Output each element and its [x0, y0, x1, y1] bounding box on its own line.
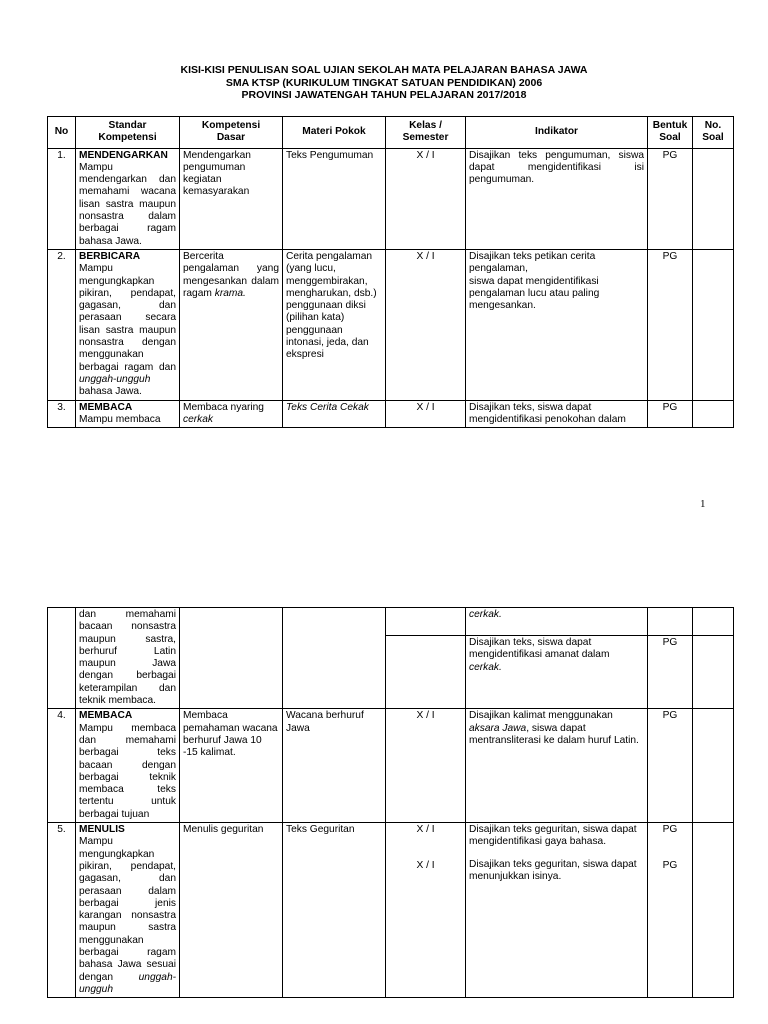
cell-standar-kompetensi	[76, 709, 180, 823]
cell-no	[48, 608, 76, 709]
cell-kompetensi-dasar	[180, 249, 283, 400]
indikator-text: Disajikan teks geguritan, siswa dapat menunjukkan isinya.	[469, 858, 637, 882]
cell-indikator	[466, 636, 648, 709]
col-header-indikator: Indikator	[466, 117, 648, 149]
cell-bentuk-soal: PG	[648, 400, 693, 428]
col-header-kompetensi-dasar: Kompetensi Dasar	[180, 117, 283, 149]
cell-no-soal	[693, 636, 734, 709]
page-number: 1	[700, 498, 706, 510]
sk-text	[79, 836, 176, 996]
sk-text-part: Mampu mengungkapkan pikiran, pendapat, gagasan, dan perasaan dalam berbagai jenis karangan nonsastra maupun sastra menggunakan berbagai ragam bahasa Jawa sesuai dengan	[79, 836, 176, 983]
indikator-text-italic: cerkak.	[469, 661, 502, 673]
indikator-text: Disajikan teks, siswa dapat mengidentifikasi amanat dalam	[469, 637, 610, 661]
cell-kelas-semester: X / I	[386, 148, 466, 249]
table-row	[48, 823, 734, 998]
cell-bentuk-soal: PG	[648, 148, 693, 249]
cell-indikator	[466, 709, 648, 823]
sk-text-italic: unggah-ungguh	[79, 971, 176, 995]
col-header-materi-pokok: Materi Pokok	[283, 117, 386, 149]
cell-kelas-semester: X / I	[386, 249, 466, 400]
cell-materi-pokok: Wacana berhuruf Jawa	[283, 709, 386, 823]
kisi-kisi-table-continued	[47, 607, 734, 998]
cell-kelas-semester	[386, 636, 466, 709]
sk-text: Mampu membaca	[79, 413, 161, 425]
sk-text: Mampu membaca dan memahami berbagai teks bacaan dengan berbagai teknik membaca teks tertentu untuk berbagai tujuan	[79, 722, 176, 820]
cell-kelas-semester	[386, 823, 466, 998]
cell-no-soal	[693, 823, 734, 998]
table-row	[48, 400, 734, 428]
cell-kompetensi-dasar	[180, 400, 283, 428]
cell-kompetensi-dasar: Mendengarkan pengumuman kegiatan kemasyarakan	[180, 148, 283, 249]
cell-no-soal	[693, 608, 734, 636]
cell-indikator: cerkak.	[466, 608, 648, 636]
table-row	[48, 148, 734, 249]
bentuk-value: PG	[662, 860, 678, 872]
cell-bentuk-soal: PG	[648, 249, 693, 400]
col-header-no: No	[48, 117, 76, 149]
title-line-2: SMA KTSP (KURIKULUM TINGKAT SATUAN PENDIDIKAN) 2006	[225, 76, 543, 89]
cell-standar-kompetensi	[76, 400, 180, 428]
cell-indikator: Disajikan teks, siswa dapat mengidentifikasi penokohan dalam	[466, 400, 648, 428]
cell-standar-kompetensi: dan memahami bacaan nonsastra maupun sastra, berhuruf Latin maupun Jawa dengan berbagai keterampilan dan teknik membaca.	[76, 608, 180, 709]
sk-title: MEMBACA	[79, 401, 133, 413]
cell-standar-kompetensi	[76, 823, 180, 998]
cell-no-soal	[693, 400, 734, 428]
sk-title: MENULIS	[79, 824, 125, 836]
cell-indikator	[466, 823, 648, 998]
kelas-value: X / I	[416, 860, 435, 872]
sk-text	[79, 263, 176, 398]
sk-title: BERBICARA	[79, 250, 141, 262]
cell-bentuk-soal: PG	[648, 636, 693, 709]
cell-no: 3.	[48, 400, 76, 428]
cell-standar-kompetensi	[76, 148, 180, 249]
title-line-3: PROVINSI JAWATENGAH TAHUN PELAJARAN 2017/2018	[241, 89, 527, 101]
kelas-value: X / I	[416, 824, 435, 836]
cell-kelas-semester: X / I	[386, 709, 466, 823]
cell-bentuk-soal: PG	[648, 709, 693, 823]
document-page-2	[0, 560, 768, 1024]
cell-kelas-semester: X / I	[386, 400, 466, 428]
sk-title: MEMBACA	[79, 710, 133, 722]
cell-materi-pokok: Teks Geguritan	[283, 823, 386, 998]
title-line-1: KISI-KISI PENULISAN SOAL UJIAN SEKOLAH MATA PELAJARAN BAHASA JAWA	[180, 64, 588, 76]
kisi-kisi-table	[47, 116, 734, 428]
sk-title: MENDENGARKAN	[79, 149, 168, 161]
cell-no-soal	[693, 249, 734, 400]
col-header-standar-kompetensi: Standar Kompetensi	[76, 117, 180, 149]
table-row	[48, 608, 734, 636]
cell-no: 1.	[48, 148, 76, 249]
kd-text-italic: krama.	[214, 287, 246, 299]
cell-materi-pokok: Teks Pengumuman	[283, 148, 386, 249]
kd-text-italic: cerkak	[183, 413, 214, 425]
cell-indikator: Disajikan teks petikan cerita pengalaman, siswa dapat mengidentifikasi pengalaman lucu atau paling mengesankan.	[466, 249, 648, 400]
cell-kompetensi-dasar: Menulis geguritan	[180, 823, 283, 998]
cell-materi-pokok: Teks Cerita Cekak	[283, 400, 386, 428]
kd-text: Bercerita pengalaman yang mengesankan dalam ragam	[183, 250, 279, 299]
cell-standar-kompetensi	[76, 249, 180, 400]
cell-kompetensi-dasar: Membaca pemahaman wacana berhuruf Jawa 10 -15 kalimat.	[180, 709, 283, 823]
sk-text: Mampu mendengarkan dan memahami wacana lisan sastra maupun nonsastra dalam berbagai ragam bahasa Jawa.	[79, 161, 176, 247]
cell-kelas-semester	[386, 608, 466, 636]
kd-text: Membaca nyaring	[183, 401, 264, 413]
cell-no: 4.	[48, 709, 76, 823]
cell-materi-pokok: Cerita pengalaman (yang lucu, menggembirakan, mengharukan, dsb.) penggunaan diksi (pilihan kata) penggunaan intonasi, jeda, dan ekspresi	[283, 249, 386, 400]
bentuk-value: PG	[662, 824, 678, 836]
cell-no-soal	[693, 709, 734, 823]
indikator-text-italic: aksara Jawa	[469, 722, 527, 734]
cell-no-soal	[693, 148, 734, 249]
cell-materi-pokok	[283, 608, 386, 709]
document-title	[0, 64, 768, 102]
cell-bentuk-soal	[648, 823, 693, 998]
sk-text-italic: unggah-ungguh	[79, 373, 151, 385]
cell-kompetensi-dasar	[180, 608, 283, 709]
table-row	[48, 249, 734, 400]
indikator-text: Disajikan kalimat menggunakan	[469, 710, 613, 722]
cell-bentuk-soal	[648, 608, 693, 636]
cell-indikator: Disajikan teks pengumuman, siswa dapat mengidentifikasi isi pengumuman.	[466, 148, 648, 249]
col-header-no-soal: No. Soal	[693, 117, 734, 149]
sk-text-part: bahasa Jawa.	[79, 386, 142, 398]
table-header-row	[48, 117, 734, 149]
col-header-kelas-semester: Kelas / Semester	[386, 117, 466, 149]
col-header-bentuk-soal: Bentuk Soal	[648, 117, 693, 149]
table-row	[48, 709, 734, 823]
indikator-text: , siswa dapat mentransliterasi ke dalam huruf Latin.	[469, 722, 639, 746]
cell-no: 5.	[48, 823, 76, 998]
indikator-text: Disajikan teks geguritan, siswa dapat mengidentifikasi gaya bahasa.	[469, 824, 637, 848]
sk-text-part: Mampu mengungkapkan pikiran, pendapat, gagasan, dan perasaan secara lisan sastra maupun nonsastra dengan menggunakan berbagai ragam dan	[79, 263, 176, 373]
cell-no: 2.	[48, 249, 76, 400]
